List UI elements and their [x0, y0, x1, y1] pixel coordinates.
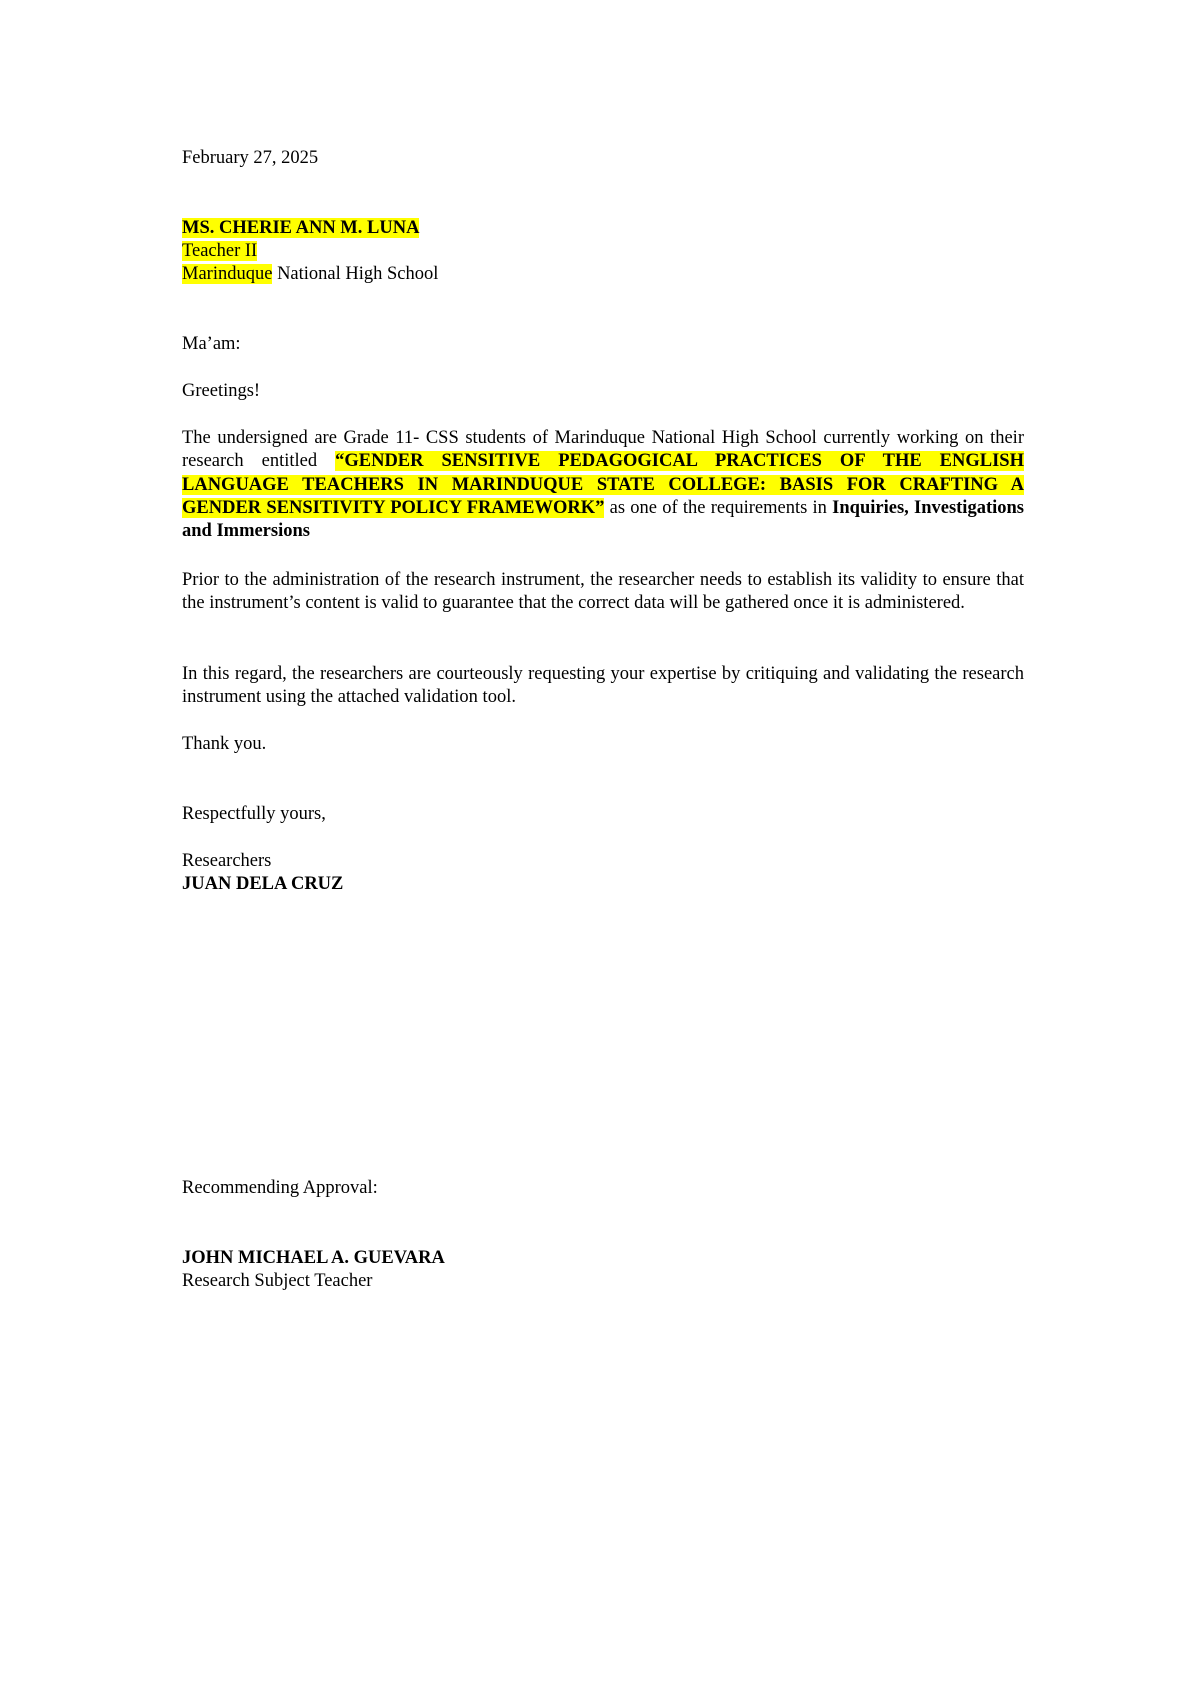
paragraph-intro: [182, 427, 1024, 543]
approver-name: JOHN MICHAEL A. GUEVARA: [182, 1248, 445, 1268]
letter-date: February 27, 2025: [182, 148, 319, 168]
paragraph-intro-text: The undersigned are Grade 11- CSS students of Marinduque National High School currently working on their research entitled: [182, 428, 1024, 472]
recipient-name-line: [182, 217, 419, 240]
recipient-name: MS. CHERIE ANN M. LUNA: [182, 218, 420, 238]
paragraph-request: In this regard, the researchers are courteously requesting your expertise by critiquing and validating the research instrument using the attached validation tool.: [182, 664, 1024, 708]
signatory-name: JUAN DELA CRUZ: [182, 874, 344, 894]
recipient-school: [182, 263, 438, 286]
closing: Respectfully yours,: [182, 804, 326, 824]
recipient-school-rest: National High School: [272, 264, 439, 284]
recipient-position: Teacher II: [182, 241, 258, 261]
approval-label: Recommending Approval:: [182, 1178, 378, 1198]
greeting: Greetings!: [182, 381, 261, 401]
recipient-school-highlighted: Marinduque: [182, 264, 273, 284]
subject-name: Inquiries, Investigations and Immersions: [182, 497, 1024, 542]
research-title: “GENDER SENSITIVE PEDAGOGICAL PRACTICES OF THE ENGLISH LANGUAGE TEACHERS IN MARINDUQUE STATE COLLEGE: BASIS FOR CRAFTING A GENDER SENSITIVITY POLICY FRAMEWORK”: [182, 451, 1024, 518]
paragraph-intro-middle: as one of the requirements in: [604, 497, 833, 518]
recipient-position-line: [182, 240, 257, 263]
approver-title: Research Subject Teacher: [182, 1271, 373, 1291]
signatory-role: Researchers: [182, 851, 272, 871]
thanks: Thank you.: [182, 734, 267, 754]
paragraph-validity: Prior to the administration of the research instrument, the researcher needs to establish its validity to ensure that the instrument’s content is valid to guarantee that the correct data will be gathered once it is administered.: [182, 570, 1024, 614]
salutation: Ma’am:: [182, 334, 241, 354]
